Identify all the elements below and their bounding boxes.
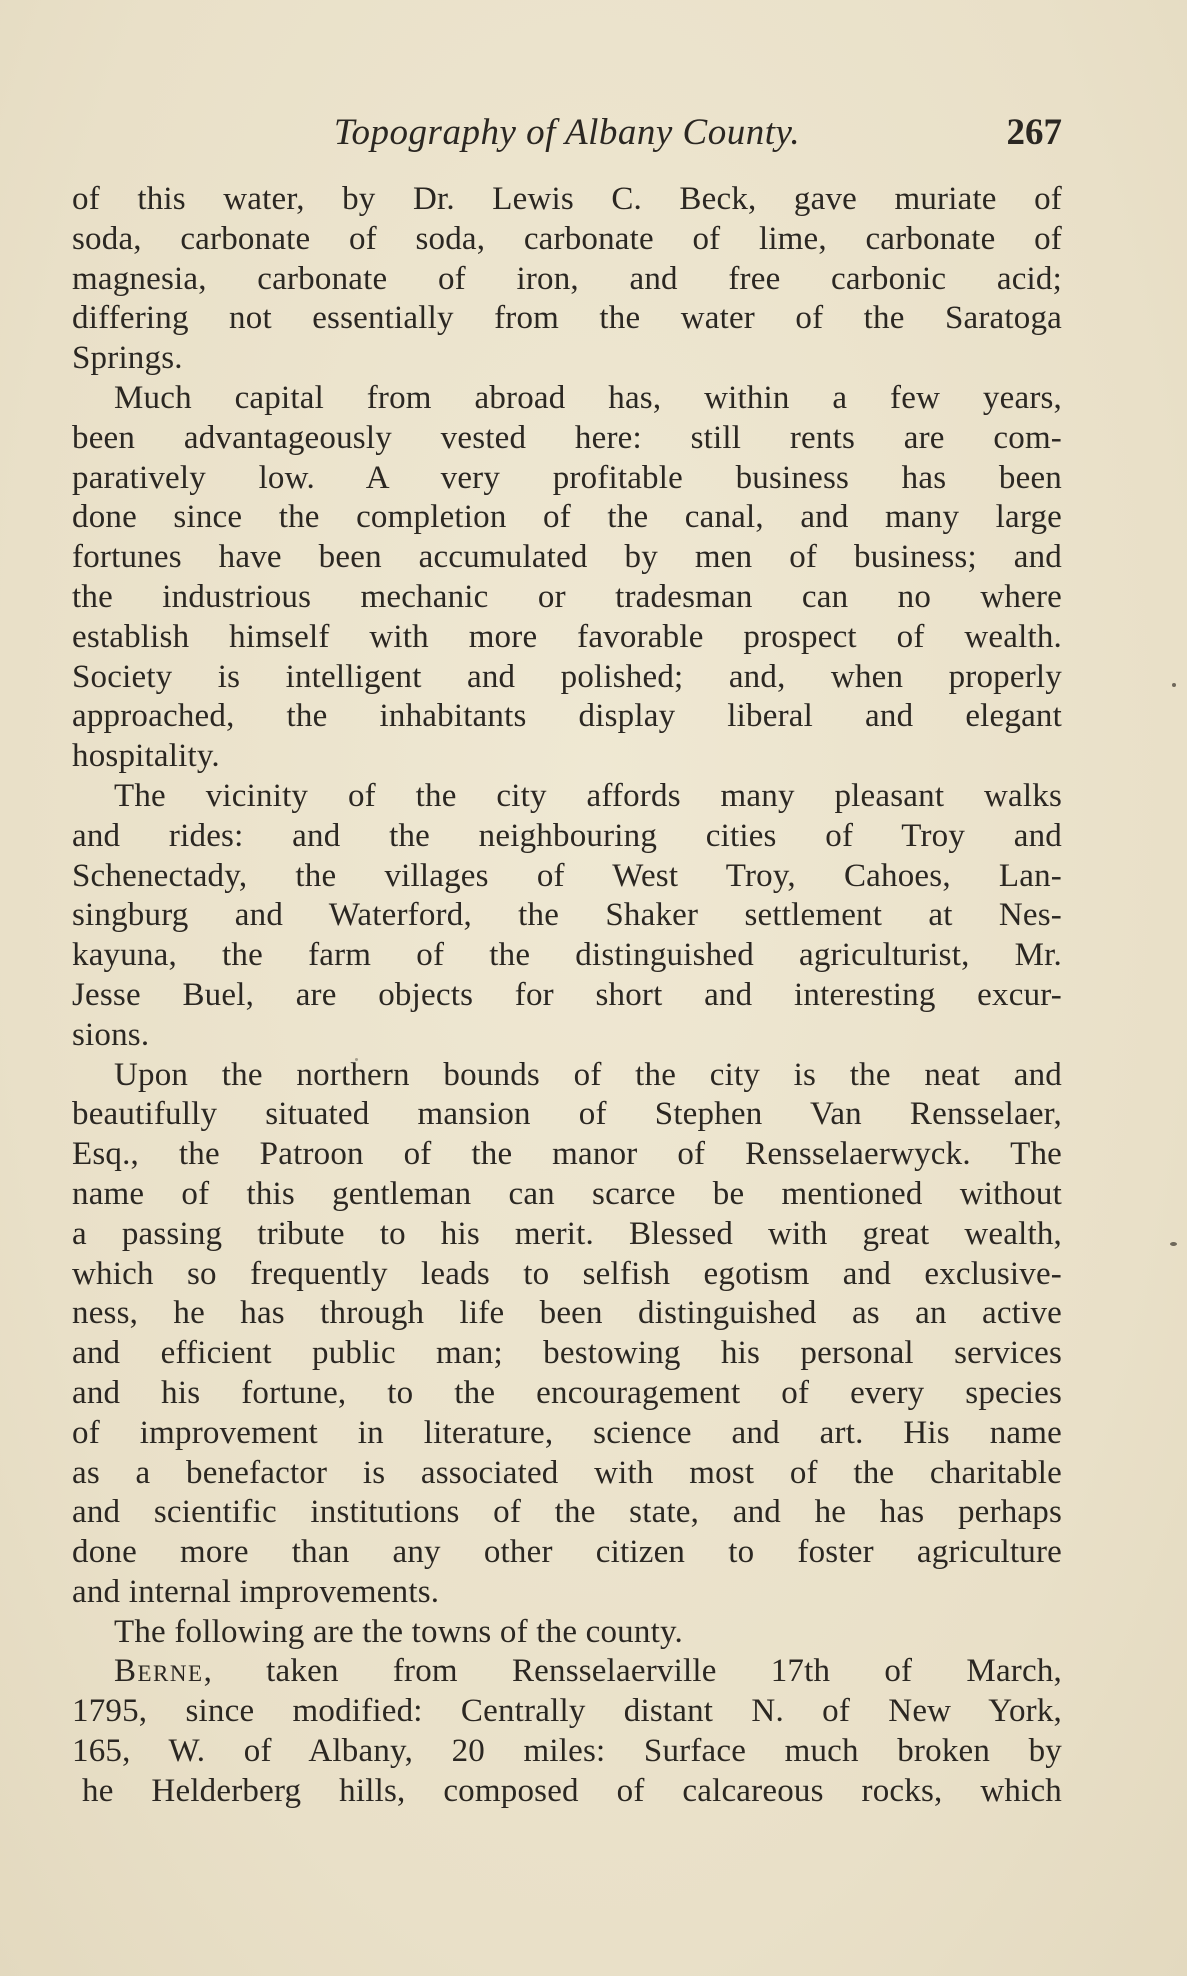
text-line: as a benefactor is associated with most of the charitable [72,1454,1062,1491]
text-line-rest: , taken from Rensselaerville 17th of March, [203,1653,1062,1690]
body-text [72,180,1062,1812]
text-line: Much capital from abroad has, within a few years, [114,379,1062,416]
text-line: fortunes have been accumulated by men of business; and [72,539,1062,576]
text-line: of improvement in literature, science and art. His name [72,1414,1062,1451]
running-title: Topography of Albany County. [333,112,801,153]
text-line: Society is intelligent and polished; and, when properly [72,658,1062,695]
text-line: Esq., the Patroon of the manor of Rensselaerwyck. The [72,1136,1062,1173]
text-line: differing not essentially from the water of the Saratoga [72,300,1062,337]
text-line: beautifully situated mansion of Stephen Van Rensselaer, [72,1096,1062,1133]
text-line: the industrious mechanic or tradesman can no where [72,578,1062,615]
page-speck [1172,683,1176,687]
text-line: 1795, since modified: Centrally distant N. of New York, [72,1693,1062,1730]
text-line: and rides: and the neighbouring cities of Troy and [72,817,1062,854]
text-line: soda, carbonate of soda, carbonate of lime, carbonate of [72,220,1062,257]
text-line: sions. [72,1016,150,1053]
text-line: Jesse Buel, are objects for short and interesting excur- [72,976,1062,1013]
text-line: been advantageously vested here: still rents are com- [72,419,1062,456]
text-line: singburg and Waterford, the Shaker settlement at Nes- [72,897,1062,934]
text-line: establish himself with more favorable prospect of wealth. [72,618,1062,655]
text-line [72,1652,1062,1692]
page-number: 267 [1006,112,1062,153]
text-line: and efficient public man; bestowing his personal services [72,1335,1062,1372]
text-line: Schenectady, the villages of West Troy, Cahoes, Lan- [72,857,1062,894]
text-line: done more than any other citizen to foster agriculture [72,1534,1062,1571]
text-line: and scientific institutions of the state, and he has perhaps [72,1494,1062,1531]
text-line: name of this gentleman can scarce be mentioned without [72,1175,1062,1212]
text-line: of this water, by Dr. Lewis C. Beck, gave muriate of [72,181,1062,217]
text-line: The vicinity of the city affords many pleasant walks [114,777,1062,814]
text-line: The following are the towns of the county. [114,1613,683,1650]
text-line: he Helderberg hills, composed of calcareous rocks, which [82,1772,1062,1809]
town-name: Berne [114,1653,204,1690]
text-line: a passing tribute to his merit. Blessed with great wealth, [72,1215,1062,1252]
text-line: done since the completion of the canal, and many large [72,499,1062,536]
text-line: which so frequently leads to selfish egotism and exclusive- [72,1255,1062,1292]
page-speck [1170,1242,1177,1246]
text-line: and internal improvements. [72,1573,440,1610]
text-line: and his fortune, to the encouragement of every species [72,1374,1062,1411]
text-line: ness, he has through life been distinguished as an active [72,1295,1062,1332]
running-head [72,108,1062,158]
text-line: kayuna, the farm of the distinguished agriculturist, Mr. [72,937,1062,974]
text-line: paratively low. A very profitable business has been [72,459,1062,496]
text-line: hospitality. [72,738,220,775]
text-line: magnesia, carbonate of iron, and free carbonic acid; [72,260,1062,297]
text-line: approached, the inhabitants display liberal and elegant [72,698,1062,735]
text-line: 165, W. of Albany, 20 miles: Surface much broken by [72,1733,1062,1770]
page-speck [355,1058,358,1061]
text-line: Springs. [72,340,183,377]
text-line: Upon the northern bounds of the city is the neat and [114,1056,1062,1093]
